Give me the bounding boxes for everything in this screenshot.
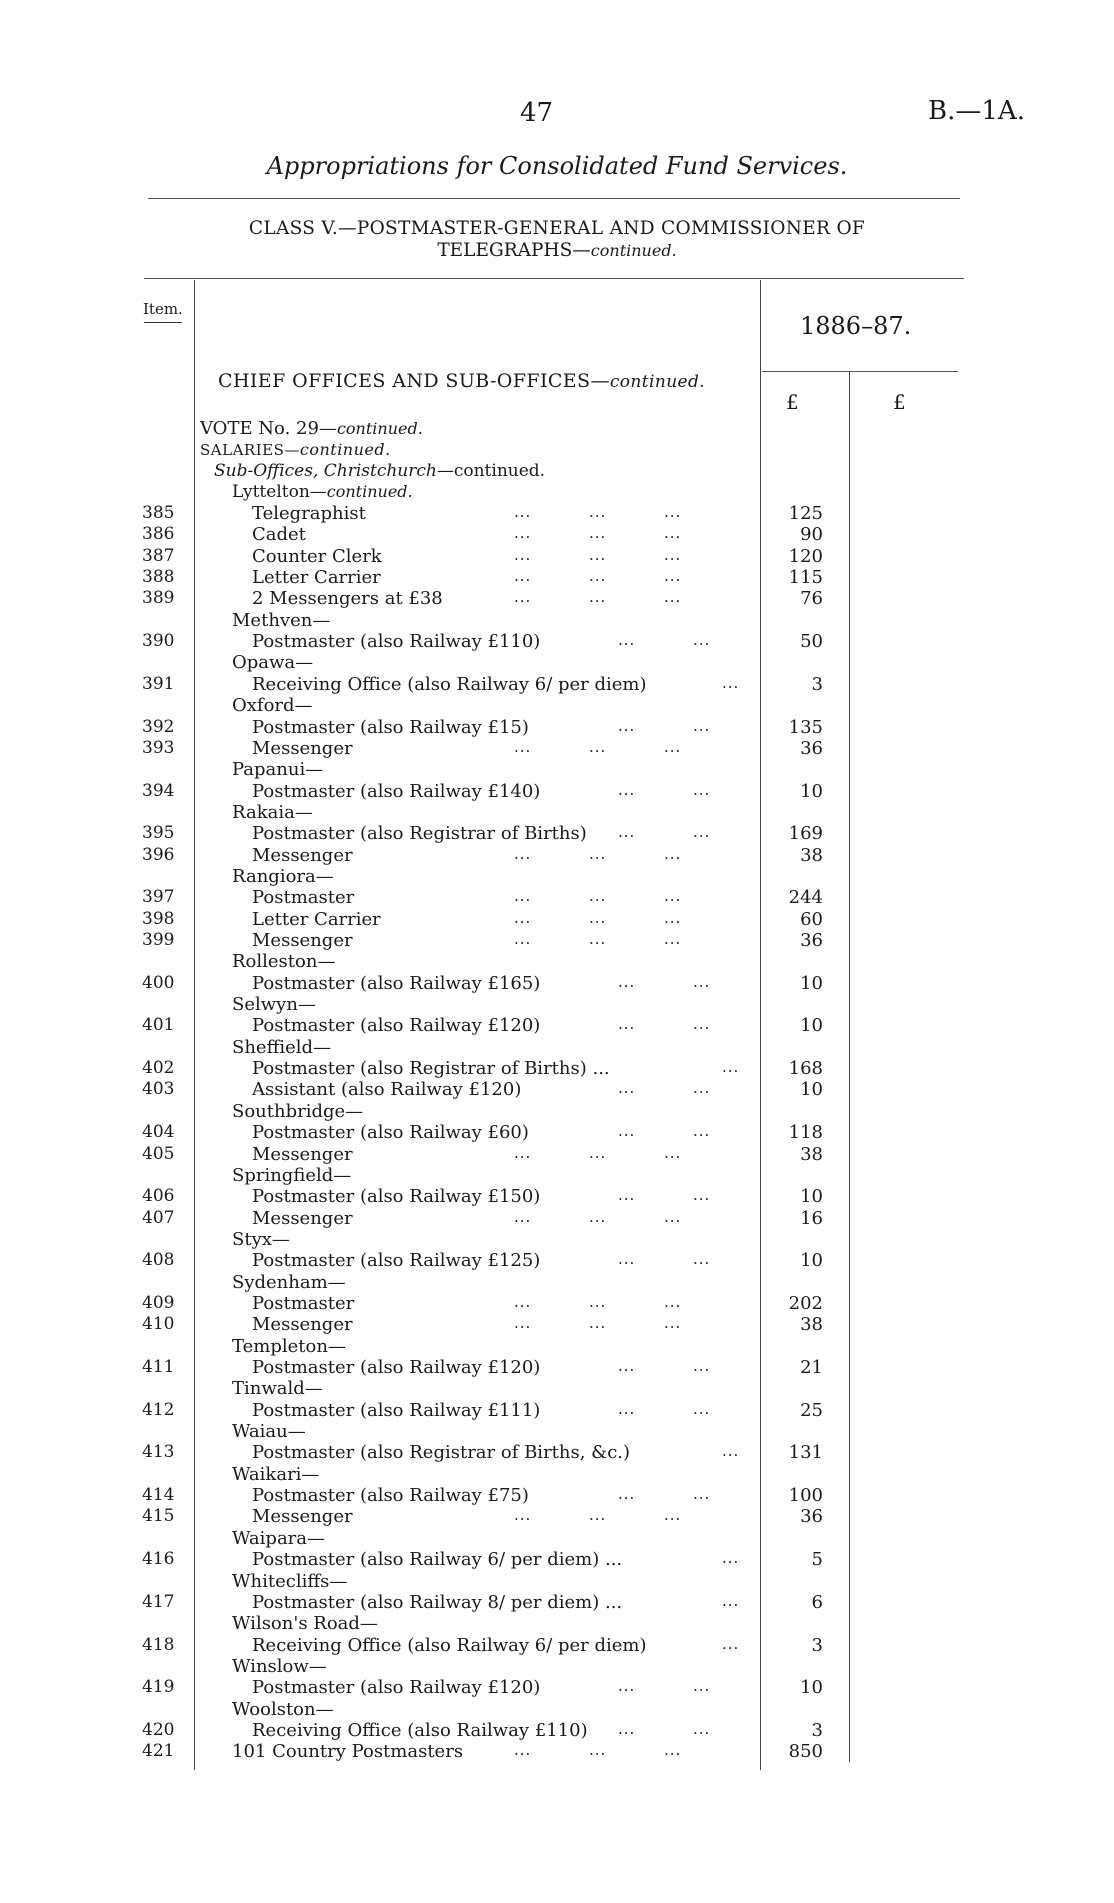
class-heading-line1: CLASS V.—POSTMASTER-GENERAL AND COMMISSIONER OF	[248, 218, 866, 239]
table-row	[0, 781, 1114, 802]
location-heading: Wilson's Road—	[232, 1613, 378, 1634]
amount-cell: 36	[800, 1506, 823, 1527]
item-number: 410	[142, 1314, 175, 1334]
table-row	[0, 1079, 1114, 1100]
leader-dots: ... ... ...	[514, 909, 682, 927]
table-top-rule	[144, 278, 964, 279]
item-number: 391	[142, 674, 175, 694]
item-number: 385	[142, 503, 175, 523]
row-description: Messenger	[252, 1208, 353, 1229]
row-description: Messenger	[252, 1314, 353, 1335]
lyttelton-text: Lyttelton—	[232, 482, 327, 502]
table-row	[0, 1400, 1114, 1421]
item-number: 406	[142, 1186, 175, 1206]
item-number: 390	[142, 631, 175, 651]
row-description: Letter Carrier	[252, 909, 381, 930]
item-number: 398	[142, 909, 175, 929]
leader-dots: ... ... ...	[514, 1506, 682, 1524]
table-row	[0, 887, 1114, 908]
item-number: 421	[142, 1741, 175, 1761]
table-row	[0, 1058, 1114, 1079]
amount-cell: 21	[800, 1357, 823, 1378]
amount-cell: 100	[788, 1485, 823, 1506]
amount-cell: 850	[788, 1741, 823, 1762]
amount-cell: 25	[800, 1400, 823, 1421]
sub-offices-continued: continued.	[453, 461, 546, 481]
leader-dots: ... ...	[618, 1720, 711, 1738]
table-row	[0, 1250, 1114, 1271]
leader-dots: ... ...	[618, 631, 711, 649]
table-row	[0, 1122, 1114, 1143]
table-row	[0, 1677, 1114, 1698]
amount-cell: 135	[788, 717, 823, 738]
table-row	[0, 1506, 1114, 1527]
year-rule	[762, 371, 958, 372]
amount-cell: 120	[788, 546, 823, 567]
item-number: 388	[142, 567, 175, 587]
item-number: 407	[142, 1208, 175, 1228]
amount-cell: 50	[800, 631, 823, 652]
row-description: Postmaster (also Railway 8/ per diem) ...	[252, 1592, 623, 1613]
location-heading: Sheffield—	[232, 1037, 332, 1058]
row-description: Postmaster (also Railway £111)	[252, 1400, 541, 1421]
leader-dots: ... ...	[618, 1122, 711, 1140]
item-number: 411	[142, 1357, 175, 1377]
row-description: Postmaster (also Railway £125)	[252, 1250, 541, 1271]
amount-cell: 10	[800, 1250, 823, 1271]
year-column-header: 1886–87.	[800, 312, 912, 340]
vote-continued: continued.	[336, 419, 423, 438]
location-heading: Whitecliffs—	[232, 1571, 348, 1592]
leader-dots: ... ...	[618, 1250, 711, 1268]
amount-cell: 5	[811, 1549, 823, 1570]
row-description: Receiving Office (also Railway 6/ per diem)	[252, 1635, 647, 1656]
amount-cell: 16	[800, 1208, 823, 1229]
leader-dots: ... ...	[618, 781, 711, 799]
location-heading: Southbridge—	[232, 1101, 364, 1122]
amount-cell: 131	[788, 1442, 823, 1463]
table-row	[0, 631, 1114, 652]
leader-dots: ... ... ...	[514, 1144, 682, 1162]
amount-cell: 60	[800, 909, 823, 930]
leader-dots: ...	[722, 1592, 740, 1610]
location-heading: Rakaia—	[232, 802, 313, 823]
row-description: Postmaster (also Railway £75)	[252, 1485, 529, 1506]
row-description: Receiving Office (also Railway 6/ per diem)	[252, 674, 647, 695]
location-heading: Waikari—	[232, 1464, 320, 1485]
row-description: Messenger	[252, 1144, 353, 1165]
leader-dots: ... ...	[618, 717, 711, 735]
leader-dots: ...	[722, 1635, 740, 1653]
item-number: 414	[142, 1485, 175, 1505]
amount-cell: 10	[800, 781, 823, 802]
table-row	[0, 1314, 1114, 1335]
row-description: Messenger	[252, 1506, 353, 1527]
item-number: 415	[142, 1506, 175, 1526]
amount-cell: 10	[800, 1186, 823, 1207]
item-number: 416	[142, 1549, 175, 1569]
row-description: Postmaster (also Railway £150)	[252, 1186, 541, 1207]
table-row	[0, 503, 1114, 524]
amount-cell: 38	[800, 1314, 823, 1335]
table-row	[0, 546, 1114, 567]
amount-cell: 90	[800, 524, 823, 545]
table-row	[0, 1720, 1114, 1741]
item-number: 400	[142, 973, 175, 993]
table-row	[0, 973, 1114, 994]
leader-dots: ... ... ...	[514, 1741, 682, 1759]
table-row	[0, 1442, 1114, 1463]
table-row	[0, 1186, 1114, 1207]
amount-cell: 38	[800, 1144, 823, 1165]
leader-dots: ... ... ...	[514, 738, 682, 756]
leader-dots: ... ... ...	[514, 588, 682, 606]
item-number: 397	[142, 887, 175, 907]
row-description: Messenger	[252, 738, 353, 759]
row-description: Postmaster	[252, 887, 355, 908]
item-number: 405	[142, 1144, 175, 1164]
item-number: 403	[142, 1079, 175, 1099]
leader-dots: ... ... ...	[514, 567, 682, 585]
table-row	[0, 909, 1114, 930]
item-number: 402	[142, 1058, 175, 1078]
location-heading: Opawa—	[232, 652, 314, 673]
location-heading: Sydenham—	[232, 1272, 346, 1293]
item-number: 401	[142, 1015, 175, 1035]
row-description: Postmaster (also Railway £120)	[252, 1677, 541, 1698]
document-reference: B.—1A.	[928, 96, 1025, 126]
lyttelton-line	[232, 482, 413, 502]
item-column-header: Item.	[143, 300, 183, 318]
table-row	[0, 588, 1114, 609]
item-number: 417	[142, 1592, 175, 1612]
vote-line	[200, 418, 423, 439]
table-row	[0, 1357, 1114, 1378]
table-row	[0, 845, 1114, 866]
item-number: 409	[142, 1293, 175, 1313]
item-number: 412	[142, 1400, 175, 1420]
class-heading-continued: continued.	[590, 241, 677, 260]
table-row	[0, 1741, 1114, 1762]
location-heading: Selwyn—	[232, 994, 316, 1015]
row-description: 101 Country Postmasters	[232, 1741, 464, 1762]
leader-dots: ... ... ...	[514, 930, 682, 948]
amount-cell: 202	[788, 1293, 823, 1314]
leader-dots: ... ...	[618, 1400, 711, 1418]
table-row	[0, 1549, 1114, 1570]
item-number: 386	[142, 524, 175, 544]
amount-cell: 118	[788, 1122, 823, 1143]
row-description: 2 Messengers at £38	[252, 588, 443, 609]
amount-cell: 10	[800, 1677, 823, 1698]
leader-dots: ... ...	[618, 1186, 711, 1204]
location-heading: Waiau—	[232, 1421, 306, 1442]
amount-cell: 125	[788, 503, 823, 524]
location-heading: Methven—	[232, 610, 331, 631]
row-description: Postmaster (also Railway £165)	[252, 973, 541, 994]
item-number: 387	[142, 546, 175, 566]
leader-dots: ... ...	[618, 1079, 711, 1097]
table-row	[0, 1293, 1114, 1314]
header-rule	[148, 198, 960, 199]
location-heading: Woolston—	[232, 1699, 334, 1720]
salaries-text: SALARIES—	[200, 441, 300, 459]
class-heading-line2	[0, 240, 1114, 261]
table-row	[0, 1208, 1114, 1229]
item-number: 392	[142, 717, 175, 737]
leader-dots: ...	[722, 1442, 740, 1460]
location-heading: Styx—	[232, 1229, 290, 1250]
section-title-continued: continued.	[609, 372, 706, 392]
table-row	[0, 1015, 1114, 1036]
item-number: 394	[142, 781, 175, 801]
row-description: Postmaster (also Railway £120)	[252, 1357, 541, 1378]
row-description: Postmaster (also Railway £15)	[252, 717, 529, 738]
leader-dots: ... ... ...	[514, 1208, 682, 1226]
row-description: Counter Clerk	[252, 546, 382, 567]
leader-dots: ... ...	[618, 823, 711, 841]
row-description: Telegraphist	[252, 503, 366, 524]
section-title	[218, 370, 705, 392]
table-row	[0, 717, 1114, 738]
location-heading: Waipara—	[232, 1528, 326, 1549]
row-description: Postmaster (also Registrar of Births, &c.)	[252, 1442, 631, 1463]
item-number: 408	[142, 1250, 175, 1270]
row-description: Receiving Office (also Railway £110)	[252, 1720, 588, 1741]
salaries-line	[200, 440, 391, 459]
item-number: 420	[142, 1720, 175, 1740]
class-heading-text: TELEGRAPHS—	[437, 240, 591, 261]
lyttelton-continued: continued.	[326, 482, 413, 501]
pound-column-a-header: £	[786, 390, 799, 414]
sub-offices-line	[214, 461, 545, 481]
item-number: 399	[142, 930, 175, 950]
amount-cell: 36	[800, 930, 823, 951]
item-header-underline	[144, 322, 182, 323]
item-number: 419	[142, 1677, 175, 1697]
item-number: 395	[142, 823, 175, 843]
item-number: 404	[142, 1122, 175, 1142]
leader-dots: ...	[722, 1058, 740, 1076]
amount-cell: 115	[788, 567, 823, 588]
leader-dots: ... ...	[618, 1485, 711, 1503]
table-row	[0, 738, 1114, 759]
row-description: Postmaster (also Registrar of Births)	[252, 823, 587, 844]
row-description: Postmaster (also Railway £60)	[252, 1122, 529, 1143]
item-number: 418	[142, 1635, 175, 1655]
table-row	[0, 823, 1114, 844]
row-description: Postmaster (also Railway £120)	[252, 1015, 541, 1036]
amount-cell: 10	[800, 1015, 823, 1036]
page-subtitle: Appropriations for Consolidated Fund Services.	[266, 152, 848, 180]
row-description: Postmaster (also Railway £140)	[252, 781, 541, 802]
leader-dots: ... ... ...	[514, 887, 682, 905]
amount-cell: 3	[811, 674, 823, 695]
leader-dots: ... ...	[618, 973, 711, 991]
amount-cell: 3	[811, 1635, 823, 1656]
salaries-continued: continued.	[299, 440, 391, 459]
amount-cell: 38	[800, 845, 823, 866]
table-row	[0, 524, 1114, 545]
leader-dots: ... ... ...	[514, 1314, 682, 1332]
row-description: Cadet	[252, 524, 306, 545]
row-description: Messenger	[252, 845, 353, 866]
location-heading: Springfield—	[232, 1165, 352, 1186]
row-description: Postmaster (also Railway 6/ per diem) ...	[252, 1549, 623, 1570]
row-description: Postmaster	[252, 1293, 355, 1314]
location-heading: Rangiora—	[232, 866, 334, 887]
location-heading: Rolleston—	[232, 951, 336, 972]
sub-offices-text: Sub-Offices, Christchurch—	[214, 461, 454, 481]
amount-cell: 10	[800, 973, 823, 994]
table-row	[0, 1635, 1114, 1656]
table-row	[0, 674, 1114, 695]
row-description: Letter Carrier	[252, 567, 381, 588]
table-row	[0, 1485, 1114, 1506]
leader-dots: ... ... ...	[514, 503, 682, 521]
table-row	[0, 930, 1114, 951]
amount-cell: 169	[788, 823, 823, 844]
item-number: 396	[142, 845, 175, 865]
leader-dots: ... ... ...	[514, 1293, 682, 1311]
location-heading: Papanui—	[232, 759, 324, 780]
location-heading: Tinwald—	[232, 1378, 323, 1399]
row-description: Messenger	[252, 930, 353, 951]
amount-cell: 10	[800, 1079, 823, 1100]
vote-text: VOTE No. 29—	[200, 418, 337, 439]
row-description: Postmaster (also Railway £110)	[252, 631, 541, 652]
leader-dots: ... ...	[618, 1677, 711, 1695]
item-number: 389	[142, 588, 175, 608]
location-heading: Winslow—	[232, 1656, 327, 1677]
amount-cell: 168	[788, 1058, 823, 1079]
item-number: 413	[142, 1442, 175, 1462]
leader-dots: ... ... ...	[514, 546, 682, 564]
table-row	[0, 567, 1114, 588]
leader-dots: ... ... ...	[514, 524, 682, 542]
amount-cell: 36	[800, 738, 823, 759]
row-description: Assistant (also Railway £120)	[252, 1079, 522, 1100]
table-row	[0, 1144, 1114, 1165]
leader-dots: ... ...	[618, 1015, 711, 1033]
leader-dots: ... ...	[618, 1357, 711, 1375]
location-heading: Oxford—	[232, 695, 313, 716]
leader-dots: ...	[722, 1549, 740, 1567]
row-description: Postmaster (also Registrar of Births) ...	[252, 1058, 610, 1079]
amount-cell: 3	[811, 1720, 823, 1741]
page-number: 47	[520, 98, 554, 128]
location-heading: Templeton—	[232, 1336, 346, 1357]
pound-column-b-header: £	[893, 390, 906, 414]
table-row	[0, 1592, 1114, 1613]
item-number: 393	[142, 738, 175, 758]
leader-dots: ...	[722, 674, 740, 692]
amount-cell: 76	[800, 588, 823, 609]
section-title-text: CHIEF OFFICES AND SUB-OFFICES—	[218, 370, 610, 392]
amount-cell: 244	[788, 887, 823, 908]
amount-cell: 6	[811, 1592, 823, 1613]
leader-dots: ... ... ...	[514, 845, 682, 863]
